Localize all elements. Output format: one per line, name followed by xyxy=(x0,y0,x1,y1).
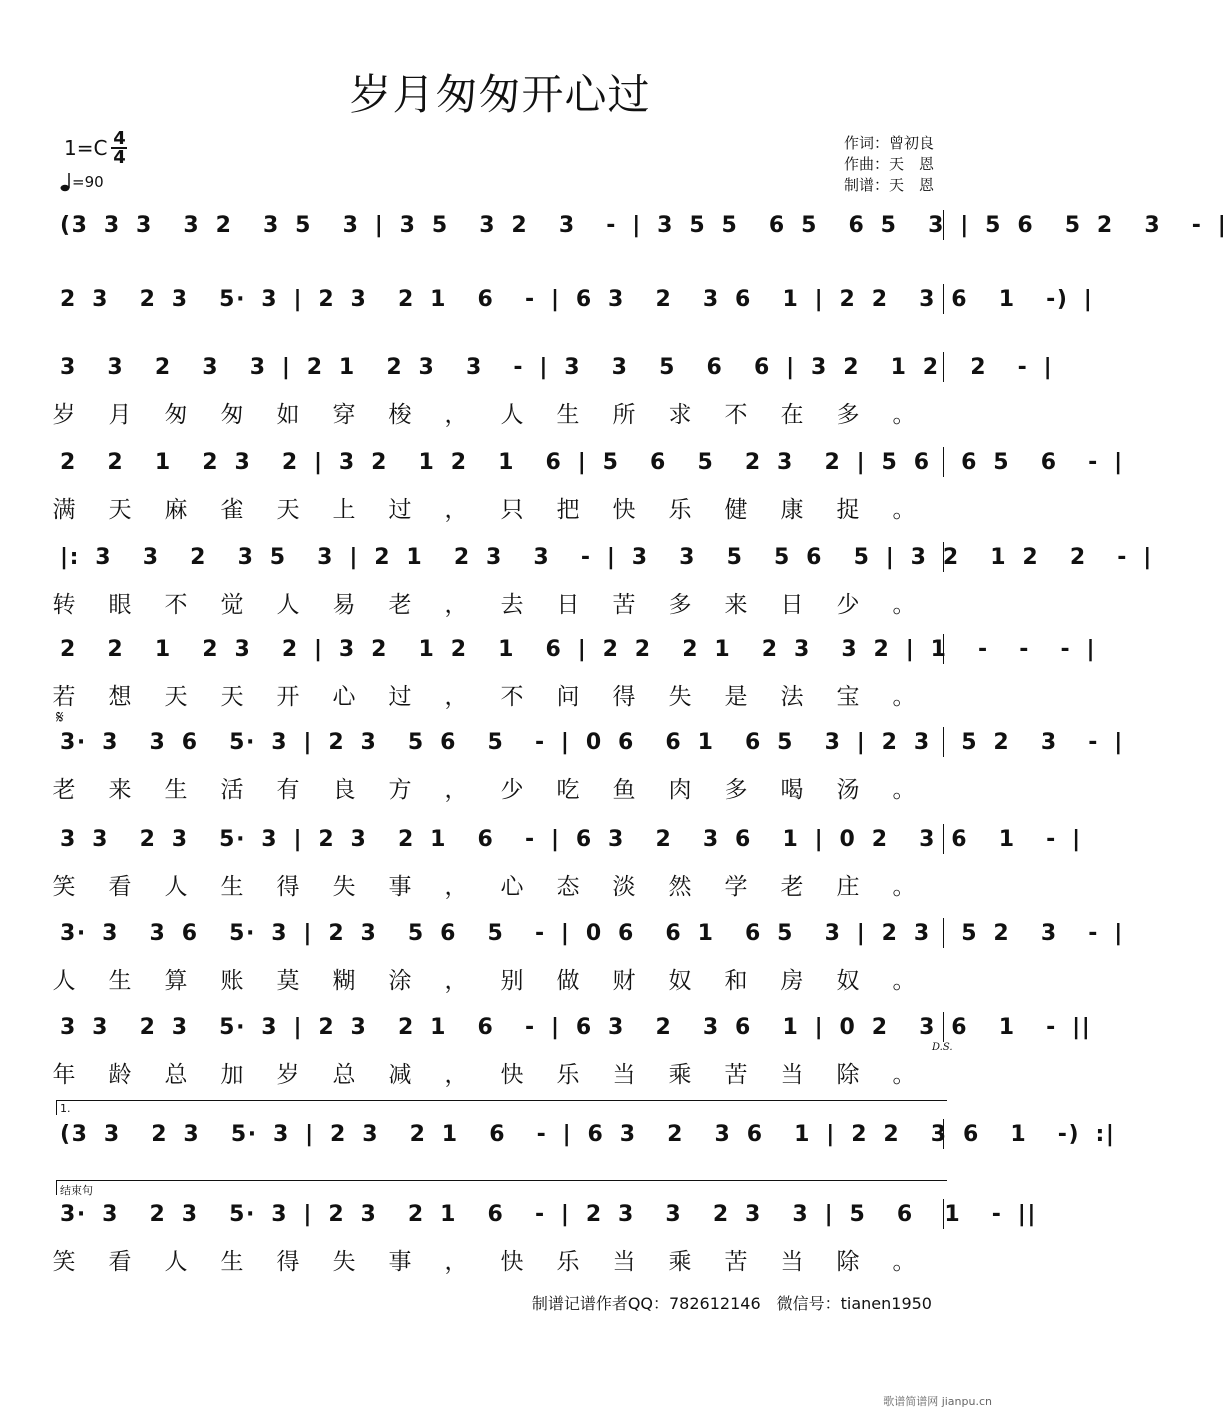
lyric-char: 日 xyxy=(556,592,580,618)
lyric-char: 事 xyxy=(388,874,412,900)
lyric-char: 来 xyxy=(724,592,748,618)
quarter-note-icon xyxy=(60,172,72,192)
lyric-char: 做 xyxy=(556,968,580,994)
lyric-char: 。 xyxy=(892,402,916,428)
lyric-char: 乐 xyxy=(556,1249,580,1275)
barline xyxy=(943,824,944,854)
lyric-char: 生 xyxy=(556,402,580,428)
lyric-char: 看 xyxy=(108,1249,132,1275)
lyrics-line xyxy=(50,962,950,992)
notation-text: 3 3 2 3 5· 3 | 2 3 2 1 6 - | 6 3 2 3 6 1 | 0 2 3 6 1 - | xyxy=(60,827,1082,852)
notation-text: |: 3 3 2 3 5 3 | 2 1 2 3 3 - | 3 3 5 5 6 5 | 3 2 1 2 2 - | xyxy=(60,545,1153,570)
lyric-char: 当 xyxy=(612,1062,636,1088)
barline xyxy=(943,352,944,382)
lyric-char: ， xyxy=(444,1062,468,1088)
segno-marker: 𝄋 xyxy=(56,707,64,728)
lyric-char: ， xyxy=(444,402,468,428)
barline xyxy=(943,1012,944,1042)
lyric-char: 喝 xyxy=(780,777,804,803)
lyric-char: 快 xyxy=(500,1249,524,1275)
lyric-char: 老 xyxy=(52,777,76,803)
notation-row xyxy=(50,822,1082,858)
lyric-char: 不 xyxy=(164,592,188,618)
key-signature xyxy=(64,130,127,166)
lyric-char: 。 xyxy=(892,874,916,900)
lyric-char: 学 xyxy=(724,874,748,900)
notation-text: (3 3 2 3 5· 3 | 2 3 2 1 6 - | 6 3 2 3 6 1 | 2 2 3 6 1 -) :| xyxy=(60,1122,1116,1147)
lyrics-line xyxy=(50,1243,950,1273)
lyric-char: ， xyxy=(444,1249,468,1275)
lyric-char: 上 xyxy=(332,497,356,523)
lyric-char: 多 xyxy=(836,402,860,428)
notation-row xyxy=(50,725,1124,761)
lyric-char: 然 xyxy=(668,874,692,900)
lyric-char: 乐 xyxy=(556,1062,580,1088)
lyric-char: 多 xyxy=(668,592,692,618)
lyric-char: 当 xyxy=(780,1062,804,1088)
ds-marker: D.S. xyxy=(932,1042,953,1053)
key-label: 1=C xyxy=(64,136,108,160)
lyric-char: 算 xyxy=(164,968,188,994)
lyric-char: 所 xyxy=(612,402,636,428)
lyric-char: 宝 xyxy=(836,684,860,710)
lyric-char: 天 xyxy=(164,684,188,710)
lyric-char: 天 xyxy=(108,497,132,523)
lyric-char: 年 xyxy=(52,1062,76,1088)
lyric-char: ， xyxy=(444,777,468,803)
lyric-char: 捉 xyxy=(836,497,860,523)
lyric-char: 健 xyxy=(724,497,748,523)
lyric-char: 淡 xyxy=(612,874,636,900)
lyric-char: 。 xyxy=(892,777,916,803)
lyric-char: 心 xyxy=(332,684,356,710)
ending-label: 结束句 xyxy=(60,1184,93,1197)
lyric-char: 觉 xyxy=(220,592,244,618)
barline xyxy=(943,1199,944,1229)
footer-contact: 制谱记谱作者QQ：782612146 微信号：tianen1950 xyxy=(531,1294,932,1313)
lyric-char: 人 xyxy=(500,402,524,428)
lyric-char: 眼 xyxy=(108,592,132,618)
tempo-mark xyxy=(60,172,104,192)
lyric-char: 减 xyxy=(388,1062,412,1088)
lyric-char: 少 xyxy=(500,777,524,803)
lyric-char: 只 xyxy=(500,497,524,523)
lyric-char: 快 xyxy=(500,1062,524,1088)
lyric-char: 有 xyxy=(276,777,300,803)
notation-text: 3· 3 3 6 5· 3 | 2 3 5 6 5 - | 0 6 6 1 6 5 3 | 2 3 5 2 3 - | xyxy=(60,730,1124,755)
lyric-char: 心 xyxy=(500,874,524,900)
notation-text: (3 3 3 3 2 3 5 3 | 3 5 3 2 3 - | 3 5 5 6 5 6 5 3 | 5 6 5 2 3 - | xyxy=(60,213,1227,238)
lyric-char: 财 xyxy=(612,968,636,994)
lyric-char: 老 xyxy=(780,874,804,900)
lyric-char: 苦 xyxy=(724,1249,748,1275)
lyric-char: 转 xyxy=(52,592,76,618)
lyric-char: 过 xyxy=(388,497,412,523)
barline xyxy=(943,727,944,757)
lyric-char: ， xyxy=(444,874,468,900)
lyric-char: 莫 xyxy=(276,968,300,994)
lyric-char: 。 xyxy=(892,497,916,523)
lyric-char: 奴 xyxy=(668,968,692,994)
lyric-char: 人 xyxy=(52,968,76,994)
barline xyxy=(943,210,944,240)
lyric-char: 在 xyxy=(780,402,804,428)
notation-row xyxy=(50,1117,1116,1153)
lyrics-line xyxy=(50,491,950,521)
ending-bracket xyxy=(56,1180,947,1195)
notation-row xyxy=(50,916,1124,952)
lyric-char: 乘 xyxy=(668,1062,692,1088)
lyric-char: 当 xyxy=(612,1249,636,1275)
lyric-char: 龄 xyxy=(108,1062,132,1088)
lyric-char: 法 xyxy=(780,684,804,710)
lyrics-line xyxy=(50,1056,950,1086)
notation-text: 2 2 1 2 3 2 | 3 2 1 2 1 6 | 2 2 2 1 2 3 3 2 | 1 - - - | xyxy=(60,637,1097,662)
lyric-char: 匆 xyxy=(164,402,188,428)
lyric-char: 活 xyxy=(220,777,244,803)
lyric-char: 人 xyxy=(276,592,300,618)
lyric-char: 庄 xyxy=(836,874,860,900)
lyric-char: 吃 xyxy=(556,777,580,803)
lyric-char: 和 xyxy=(724,968,748,994)
lyric-char: 当 xyxy=(780,1249,804,1275)
page-title: 岁月匆匆开心过 xyxy=(349,70,651,119)
lyric-char: 。 xyxy=(892,968,916,994)
time-unit: 4 xyxy=(113,147,126,168)
notation-row xyxy=(50,208,1227,244)
lyric-char: 看 xyxy=(108,874,132,900)
lyric-char: 问 xyxy=(556,684,580,710)
lyric-char: ， xyxy=(444,592,468,618)
notation-row xyxy=(50,282,1094,318)
lyric-char: 方 xyxy=(388,777,412,803)
lyric-char: 人 xyxy=(164,874,188,900)
transcriber: 制谱：天 恩 xyxy=(844,176,935,194)
notation-row xyxy=(50,632,1097,668)
lyric-char: 想 xyxy=(108,684,132,710)
barline xyxy=(943,542,944,572)
volta-label: 1. xyxy=(60,1102,71,1115)
lyric-char: 加 xyxy=(220,1062,244,1088)
barline xyxy=(943,447,944,477)
lyric-char: 求 xyxy=(668,402,692,428)
lyrics-line xyxy=(50,678,950,708)
lyric-char: 苦 xyxy=(724,1062,748,1088)
lyrics-line xyxy=(50,396,950,426)
lyric-char: 把 xyxy=(556,497,580,523)
lyric-char: 雀 xyxy=(220,497,244,523)
volta-bracket xyxy=(56,1100,947,1115)
lyric-char: 人 xyxy=(164,1249,188,1275)
lyric-char: 事 xyxy=(388,1249,412,1275)
lyric-char: 除 xyxy=(836,1249,860,1275)
lyric-char: ， xyxy=(444,684,468,710)
lyric-char: 糊 xyxy=(332,968,356,994)
lyric-char: 来 xyxy=(108,777,132,803)
lyric-char: 不 xyxy=(500,684,524,710)
composer: 作曲：天 恩 xyxy=(844,155,935,173)
lyric-char: 。 xyxy=(892,592,916,618)
lyric-char: 乘 xyxy=(668,1249,692,1275)
notation-text: 3 3 2 3 5· 3 | 2 3 2 1 6 - | 6 3 2 3 6 1 | 0 2 3 6 1 - || xyxy=(60,1015,1092,1040)
lyric-char: 梭 xyxy=(388,402,412,428)
lyric-char: 总 xyxy=(164,1062,188,1088)
notation-text: 3· 3 3 6 5· 3 | 2 3 5 6 5 - | 0 6 6 1 6 5 3 | 2 3 5 2 3 - | xyxy=(60,921,1124,946)
lyric-char: ， xyxy=(444,968,468,994)
lyric-char: 苦 xyxy=(612,592,636,618)
time-signature xyxy=(111,130,127,166)
barline xyxy=(943,634,944,664)
lyric-char: 麻 xyxy=(164,497,188,523)
lyric-char: 不 xyxy=(724,402,748,428)
tempo-label: =90 xyxy=(72,173,104,191)
lyric-char: 。 xyxy=(892,1062,916,1088)
lyric-char: 生 xyxy=(220,1249,244,1275)
lyric-char: 生 xyxy=(164,777,188,803)
lyric-char: 得 xyxy=(276,1249,300,1275)
lyric-char: 失 xyxy=(332,874,356,900)
lyric-char: 过 xyxy=(388,684,412,710)
barline xyxy=(943,1119,944,1149)
lyric-char: 开 xyxy=(276,684,300,710)
barline xyxy=(943,918,944,948)
lyric-char: 月 xyxy=(108,402,132,428)
notation-text: 3 3 2 3 3 | 2 1 2 3 3 - | 3 3 5 6 6 | 3 2 1 2 2 - | xyxy=(60,355,1054,380)
notation-row xyxy=(50,1197,1038,1233)
lyric-char: 账 xyxy=(220,968,244,994)
lyric-char: 。 xyxy=(892,684,916,710)
lyric-char: 汤 xyxy=(836,777,860,803)
notation-row xyxy=(50,350,1054,386)
lyric-char: 老 xyxy=(388,592,412,618)
lyric-char: 快 xyxy=(612,497,636,523)
watermark: 歌谱简谱网 jianpu.cn xyxy=(883,1395,992,1408)
lyric-char: 笑 xyxy=(52,874,76,900)
lyric-char: 得 xyxy=(612,684,636,710)
lyric-char: 房 xyxy=(780,968,804,994)
lyrics-line xyxy=(50,771,950,801)
lyric-char: 是 xyxy=(724,684,748,710)
lyricist: 作词：曾初良 xyxy=(844,134,935,152)
lyric-char: 若 xyxy=(52,684,76,710)
lyric-char: ， xyxy=(444,497,468,523)
notation-row xyxy=(50,540,1153,576)
lyric-char: 易 xyxy=(332,592,356,618)
lyric-char: 岁 xyxy=(276,1062,300,1088)
lyric-char: 日 xyxy=(780,592,804,618)
lyric-char: 失 xyxy=(668,684,692,710)
lyric-char: 涂 xyxy=(388,968,412,994)
lyric-char: 穿 xyxy=(332,402,356,428)
lyric-char: 肉 xyxy=(668,777,692,803)
lyric-char: 良 xyxy=(332,777,356,803)
lyric-char: 天 xyxy=(276,497,300,523)
lyric-char: 岁 xyxy=(52,402,76,428)
lyric-char: 少 xyxy=(836,592,860,618)
lyric-char: 匆 xyxy=(220,402,244,428)
notation-text: 3· 3 2 3 5· 3 | 2 3 2 1 6 - | 2 3 3 2 3 3 | 5 6 1 - || xyxy=(60,1202,1038,1227)
lyric-char: 奴 xyxy=(836,968,860,994)
lyric-char: 天 xyxy=(220,684,244,710)
lyric-char: 得 xyxy=(276,874,300,900)
lyric-char: 满 xyxy=(52,497,76,523)
lyric-char: 康 xyxy=(780,497,804,523)
notation-row xyxy=(50,445,1124,481)
credits xyxy=(844,133,934,196)
lyric-char: 除 xyxy=(836,1062,860,1088)
lyric-char: 生 xyxy=(220,874,244,900)
lyric-char: 总 xyxy=(332,1062,356,1088)
lyrics-line xyxy=(50,868,950,898)
lyric-char: 鱼 xyxy=(612,777,636,803)
lyric-char: 去 xyxy=(500,592,524,618)
lyric-char: 生 xyxy=(108,968,132,994)
lyric-char: 。 xyxy=(892,1249,916,1275)
lyrics-line xyxy=(50,586,950,616)
time-beats: 4 xyxy=(113,128,126,149)
lyric-char: 别 xyxy=(500,968,524,994)
lyric-char: 失 xyxy=(332,1249,356,1275)
barline xyxy=(943,284,944,314)
notation-text: 2 3 2 3 5· 3 | 2 3 2 1 6 - | 6 3 2 3 6 1 | 2 2 3 6 1 -) | xyxy=(60,287,1094,312)
lyric-char: 乐 xyxy=(668,497,692,523)
lyric-char: 态 xyxy=(556,874,580,900)
notation-row xyxy=(50,1010,1092,1046)
lyric-char: 笑 xyxy=(52,1249,76,1275)
notation-text: 2 2 1 2 3 2 | 3 2 1 2 1 6 | 5 6 5 2 3 2 | 5 6 6 5 6 - | xyxy=(60,450,1124,475)
lyric-char: 如 xyxy=(276,402,300,428)
lyric-char: 多 xyxy=(724,777,748,803)
